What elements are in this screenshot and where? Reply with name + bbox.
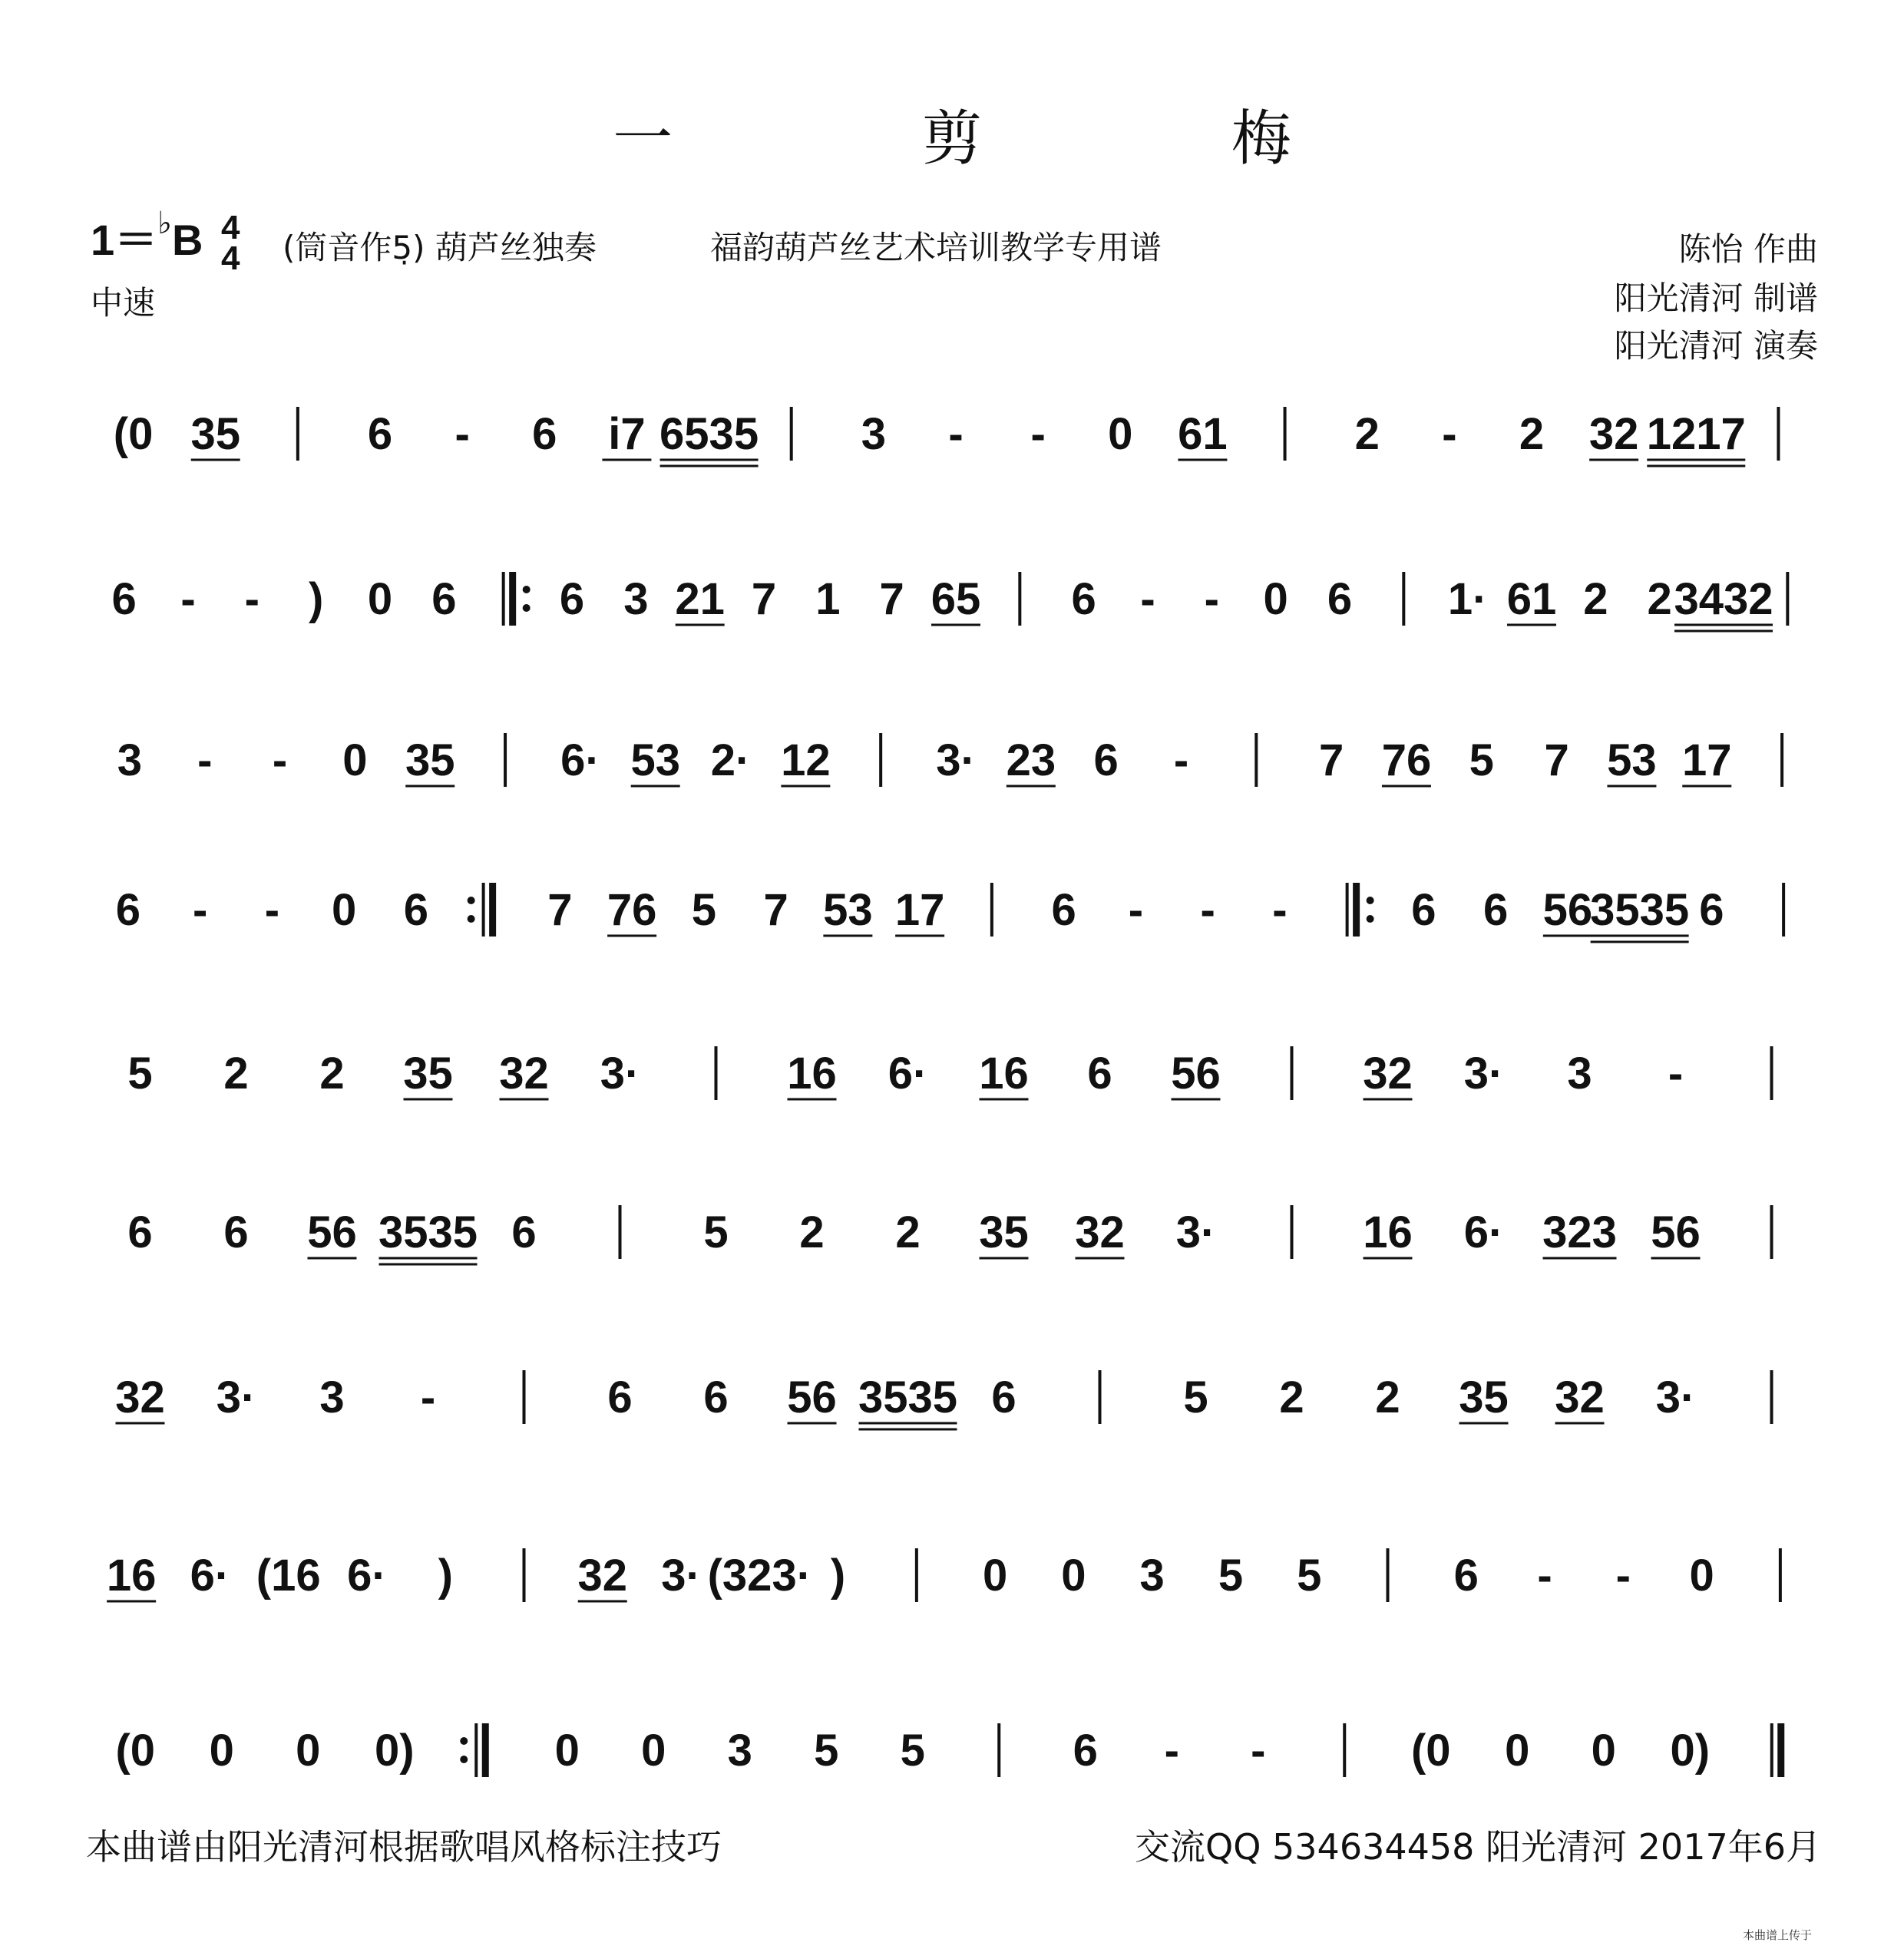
score-note: - [455, 409, 470, 459]
score-note: 6 [607, 1373, 633, 1422]
score-note: 2 [1583, 574, 1608, 624]
score-note: - [244, 574, 259, 624]
score-note: 17 [1682, 735, 1732, 785]
score-note: 2 [895, 1207, 921, 1257]
score-note: 0 [641, 1726, 666, 1776]
score-note: - [264, 885, 280, 935]
score-note: 5 [1469, 735, 1494, 785]
score-note: 3535 [858, 1373, 958, 1422]
score-note: 3 [1567, 1049, 1592, 1098]
score-note: (0 [1410, 1726, 1451, 1776]
score-note: 0 [1505, 1726, 1530, 1776]
score-note: 3· [936, 735, 976, 785]
score-note: 1 [815, 574, 841, 624]
score-note: 2 [319, 1049, 345, 1098]
score-note: 7 [547, 885, 573, 935]
score-row [116, 883, 1783, 942]
score-note: - [1204, 574, 1219, 624]
score-note: 3· [600, 1049, 640, 1098]
score-note: 16 [106, 1551, 157, 1600]
score-note: 76 [1381, 735, 1432, 785]
score-note: 6· [347, 1551, 387, 1600]
repeat-barline [504, 572, 531, 626]
score-note: 53 [823, 885, 873, 935]
score-note: 35 [979, 1207, 1029, 1257]
score-note: 0) [1670, 1726, 1711, 1776]
score-note: 17 [894, 885, 945, 935]
score-note: 0 [367, 574, 393, 624]
score-note: 53 [630, 735, 680, 785]
tempo-marking: 中速 [91, 284, 156, 322]
score-note: 0 [554, 1726, 580, 1776]
score-note: 32 [1363, 1049, 1413, 1098]
score-note: 323 [1542, 1207, 1617, 1257]
score-note: 35 [403, 1049, 453, 1098]
score-note: 5 [1218, 1551, 1244, 1600]
score-note: - [1251, 1726, 1266, 1776]
subtitle: 福韵葫芦丝艺术培训教学专用谱 [710, 229, 1162, 266]
performer-credit: 阳光清河 演奏 [1614, 327, 1818, 365]
score-note: i7 [608, 409, 646, 459]
score-note: 0) [374, 1726, 415, 1776]
score-note: - [180, 574, 196, 624]
instrument-note: (筒音作5̣) 葫芦丝独奏 [283, 229, 597, 266]
score-note: 32 [1588, 409, 1639, 459]
score-note: 56 [1651, 1207, 1701, 1257]
score-note: 6· [888, 1049, 928, 1098]
score-note: 6 [127, 1207, 153, 1257]
score-note: 6· [560, 735, 600, 785]
score-note: 3 [1139, 1551, 1165, 1600]
score-note: 0 [1108, 409, 1133, 459]
score-note: 5 [900, 1726, 925, 1776]
score-note: 3· [661, 1551, 701, 1600]
score-note: 32 [1075, 1207, 1125, 1257]
composer-credit: 陈怡 作曲 [1678, 230, 1818, 268]
score-row [127, 1205, 1771, 1264]
score-note: 2 [1647, 574, 1672, 624]
score-row [112, 572, 1788, 631]
score-note: 6535 [659, 409, 759, 459]
score-note: 6 [1093, 735, 1119, 785]
score-note: 0 [342, 735, 368, 785]
score-note: 5 [1183, 1373, 1208, 1422]
score-note: 6 [1071, 574, 1096, 624]
score-note: 1· [1447, 574, 1488, 624]
score-note: 76 [607, 885, 657, 935]
score-note: 6 [1087, 1049, 1112, 1098]
score-note: - [1200, 885, 1215, 935]
score-note: 5 [127, 1049, 153, 1098]
score-note: 3· [216, 1373, 256, 1422]
score-note: 6 [991, 1373, 1016, 1422]
score-note: 16 [1363, 1207, 1413, 1257]
score-note: 6· [1463, 1207, 1504, 1257]
score-note: 56 [1542, 885, 1593, 935]
score-note: - [948, 409, 964, 459]
score-row [117, 733, 1782, 787]
score-note: 0 [1689, 1551, 1714, 1600]
score-note: 32 [1555, 1373, 1605, 1422]
score-note: 35 [405, 735, 455, 785]
score-note: 32 [577, 1551, 628, 1600]
score-note: 0 [331, 885, 357, 935]
time-signature: 4 4 [221, 209, 240, 278]
score-note: 5 [691, 885, 717, 935]
score-note: 6 [1411, 885, 1436, 935]
score-note: 2 [1375, 1373, 1400, 1422]
score-note: ) [438, 1551, 453, 1600]
score-note: - [1442, 409, 1457, 459]
score-note: - [1272, 885, 1288, 935]
score-note: 2· [710, 735, 751, 785]
repeat-barline [1347, 883, 1374, 937]
score-note: 6 [532, 409, 557, 459]
score-note: - [1030, 409, 1046, 459]
score-note: 0 [1591, 1726, 1616, 1776]
score-note: (323· [707, 1551, 812, 1600]
score-note: 61 [1178, 409, 1228, 459]
score-note: (0 [113, 409, 154, 459]
score-note: 7 [763, 885, 788, 935]
score-note: 5 [814, 1726, 839, 1776]
score-note: 3· [1655, 1373, 1696, 1422]
score-note: 6 [403, 885, 429, 935]
score-note: (16 [256, 1551, 321, 1600]
footer-credit: 本曲谱由阳光清河根据歌唱风格标注技巧 [86, 1826, 722, 1868]
score-note: 3535 [378, 1207, 478, 1257]
score-row [114, 407, 1779, 466]
score-note: 3· [1175, 1207, 1216, 1257]
score-note: 16 [787, 1049, 837, 1098]
watermark: 本曲谱上传于 [1742, 1928, 1812, 1942]
score-note: 0 [209, 1726, 234, 1776]
key-signature: 1＝♭B 4 4 [91, 206, 240, 278]
score-note: 6 [1483, 885, 1509, 935]
score-note: - [1615, 1551, 1631, 1600]
score-note: 53 [1607, 735, 1657, 785]
score-note: 5 [1297, 1551, 1322, 1600]
score-note: 2 [1519, 409, 1545, 459]
score-note: - [1128, 885, 1144, 935]
score-note: 3 [623, 574, 649, 624]
score-note: ) [309, 574, 324, 624]
score-note: 6 [511, 1207, 537, 1257]
score-note: 6 [431, 574, 457, 624]
score-note: 6 [367, 409, 393, 459]
score-note: 3 [117, 735, 143, 785]
score-note: 3 [727, 1726, 752, 1776]
score-note: - [192, 885, 208, 935]
score-note: 6· [190, 1551, 230, 1600]
score-row [127, 1046, 1771, 1100]
score-note: 32 [115, 1373, 165, 1422]
score-row [115, 1723, 1780, 1777]
score-note: 21 [675, 574, 725, 624]
score-note: 35 [1459, 1373, 1509, 1422]
score-note: 23 [1006, 735, 1056, 785]
score-note: 7 [751, 574, 777, 624]
repeat-barline [460, 1723, 485, 1777]
score-note: 3· [1463, 1049, 1504, 1098]
score-note: 0 [296, 1726, 321, 1776]
score-note: - [197, 735, 213, 785]
score-note: 6 [111, 574, 137, 624]
score-note: - [1537, 1551, 1552, 1600]
score-row [107, 1548, 1780, 1602]
score-note: 2 [223, 1049, 249, 1098]
score-note: 2 [1354, 409, 1380, 459]
score-note: (0 [115, 1726, 156, 1776]
score-note: 7 [1544, 735, 1569, 785]
score-note: 3 [861, 409, 886, 459]
score-note: 5 [703, 1207, 729, 1257]
score-note: 3432 [1674, 574, 1773, 624]
score-note: 2 [799, 1207, 825, 1257]
score-note: 16 [979, 1049, 1029, 1098]
page-title: 一 剪 梅 [613, 104, 1407, 173]
arranger-credit: 阳光清河 制谱 [1614, 279, 1818, 317]
score-note: - [1173, 735, 1189, 785]
score-note: 6 [703, 1373, 729, 1422]
score-note: 1217 [1646, 409, 1746, 459]
score-note: 56 [787, 1373, 837, 1422]
score-note: 6 [115, 885, 141, 935]
score-note: 6 [1327, 574, 1353, 624]
score-note: - [1140, 574, 1155, 624]
score-note: 6 [1051, 885, 1076, 935]
score-note: 35 [190, 409, 240, 459]
score-note: 6 [223, 1207, 249, 1257]
score-note: - [1668, 1049, 1684, 1098]
score-note: 65 [931, 574, 981, 624]
score-note: - [272, 735, 288, 785]
score-note: 3535 [1590, 885, 1690, 935]
footer-contact: 交流QQ 534634458 阳光清河 2017年6月 [1134, 1826, 1821, 1868]
score-note: 0 [1263, 574, 1288, 624]
score-note: 7 [879, 574, 904, 624]
final-barline [1772, 1723, 1781, 1777]
score-note: 61 [1506, 574, 1557, 624]
score-row [115, 1370, 1771, 1429]
score-note: 2 [1279, 1373, 1304, 1422]
score-note: 56 [307, 1207, 357, 1257]
score-note: 7 [1318, 735, 1344, 785]
score-note: - [420, 1373, 436, 1422]
score-note: 6 [1073, 1726, 1098, 1776]
score-note: 0 [1061, 1551, 1086, 1600]
score-note: 32 [499, 1049, 549, 1098]
repeat-barline [468, 883, 493, 937]
score-note: 6 [559, 574, 585, 624]
score-note: 0 [983, 1551, 1008, 1600]
score-note: ) [830, 1551, 846, 1600]
score-note: 6 [1699, 885, 1724, 935]
score-note: 56 [1171, 1049, 1221, 1098]
score-note: 6 [1453, 1551, 1479, 1600]
score-note: 3 [319, 1373, 345, 1422]
score-note: 12 [781, 735, 831, 785]
score-note: - [1164, 1726, 1179, 1776]
